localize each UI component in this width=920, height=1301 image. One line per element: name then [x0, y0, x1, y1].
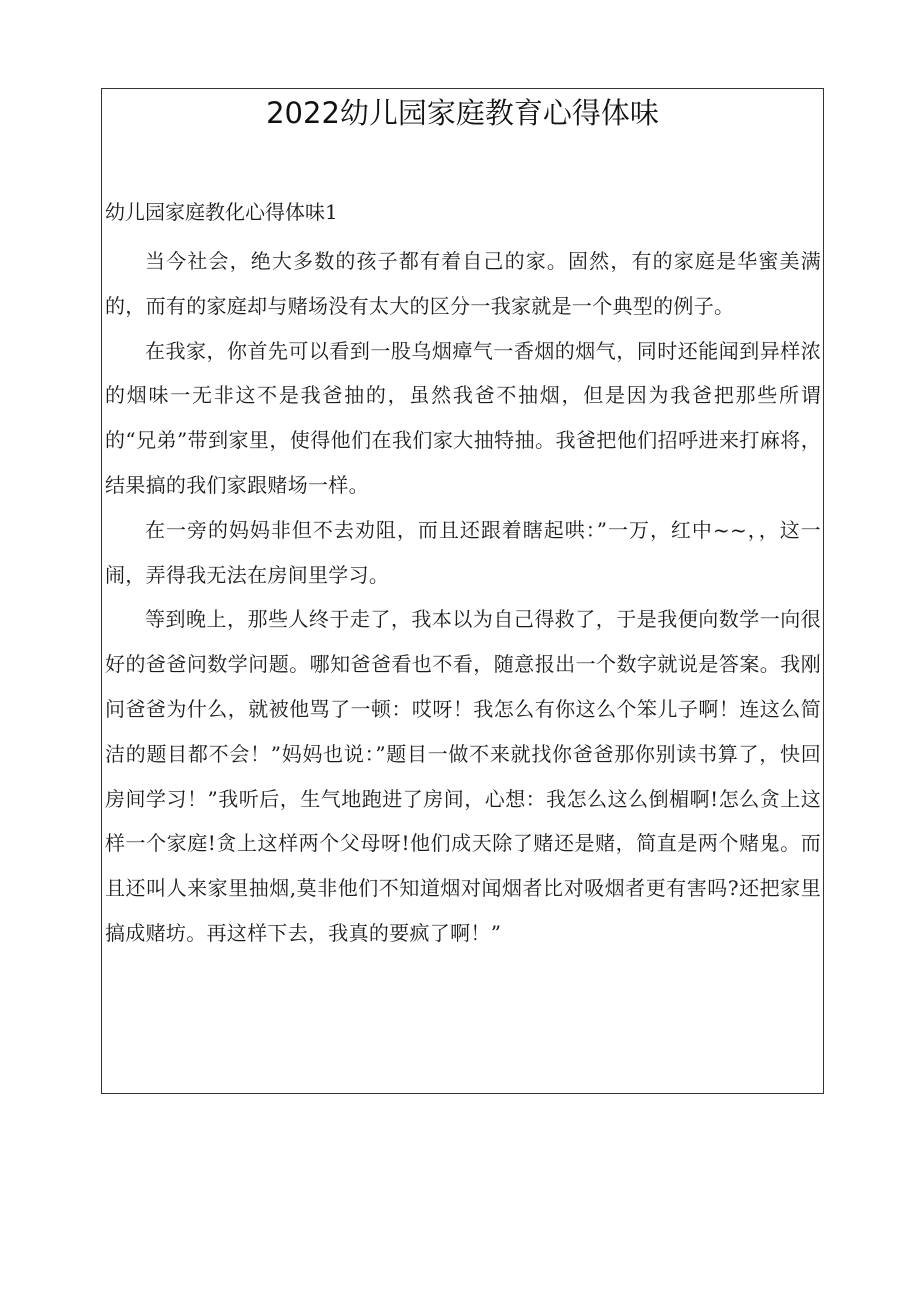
- section-heading: 幼儿园家庭教化心得体味1: [105, 200, 338, 224]
- document-title: 2022幼儿园家庭教育心得体味: [266, 96, 659, 130]
- document-body: [105, 193, 821, 956]
- paragraph-3: 在一旁的妈妈非但不去劝阻，而且还跟着瞎起哄：”一万，红中~~，，这一闹，弄得我无法在房间里学习。: [105, 517, 821, 587]
- paragraph-2: 在我家，你首先可以看到一股乌烟瘴气一香烟的烟气，同时还能闻到异样浓的烟味一无非这不是我爸抽的，虽然我爸不抽烟，但是因为我爸把那些所谓的“兄弟”带到家里，使得他们在我们家大抽特抽。我爸把他们招呼进来打麻将，结果搞的我们家跟赌场一样。: [105, 338, 821, 497]
- paragraph-1: 当今社会，绝大多数的孩子都有着自己的家。固然，有的家庭是华蜜美满的，而有的家庭却与赌场没有太大的区分一我家就是一个典型的例子。: [105, 249, 821, 318]
- paragraph-4: 等到晚上，那些人终于走了，我本以为自己得救了，于是我便向数学一向很好的爸爸问数学问题。哪知爸爸看也不看，随意报出一个数字就说是答案。我刚问爸爸为什么，就被他骂了一顿：哎呀！我怎么有你这么个笨儿子啊！连这么简洁的题目都不会！”妈妈也说：”题目一做不来就找你爸爸那你别读书算了，快回房间学习！”我听后，生气地跑进了房间，心想：我怎么这么倒楣啊!怎么贪上这样一个家庭!贪上这样两个父母呀!他们成天除了赌还是赌，简直是两个赌鬼。而且还叫人来家里抽烟,莫非他们不知道烟对闻烟者比对吸烟者更有害吗?还把家里搞成赌坊。再这样下去，我真的要疯了啊！”: [105, 607, 821, 945]
- document-frame: [101, 88, 824, 1094]
